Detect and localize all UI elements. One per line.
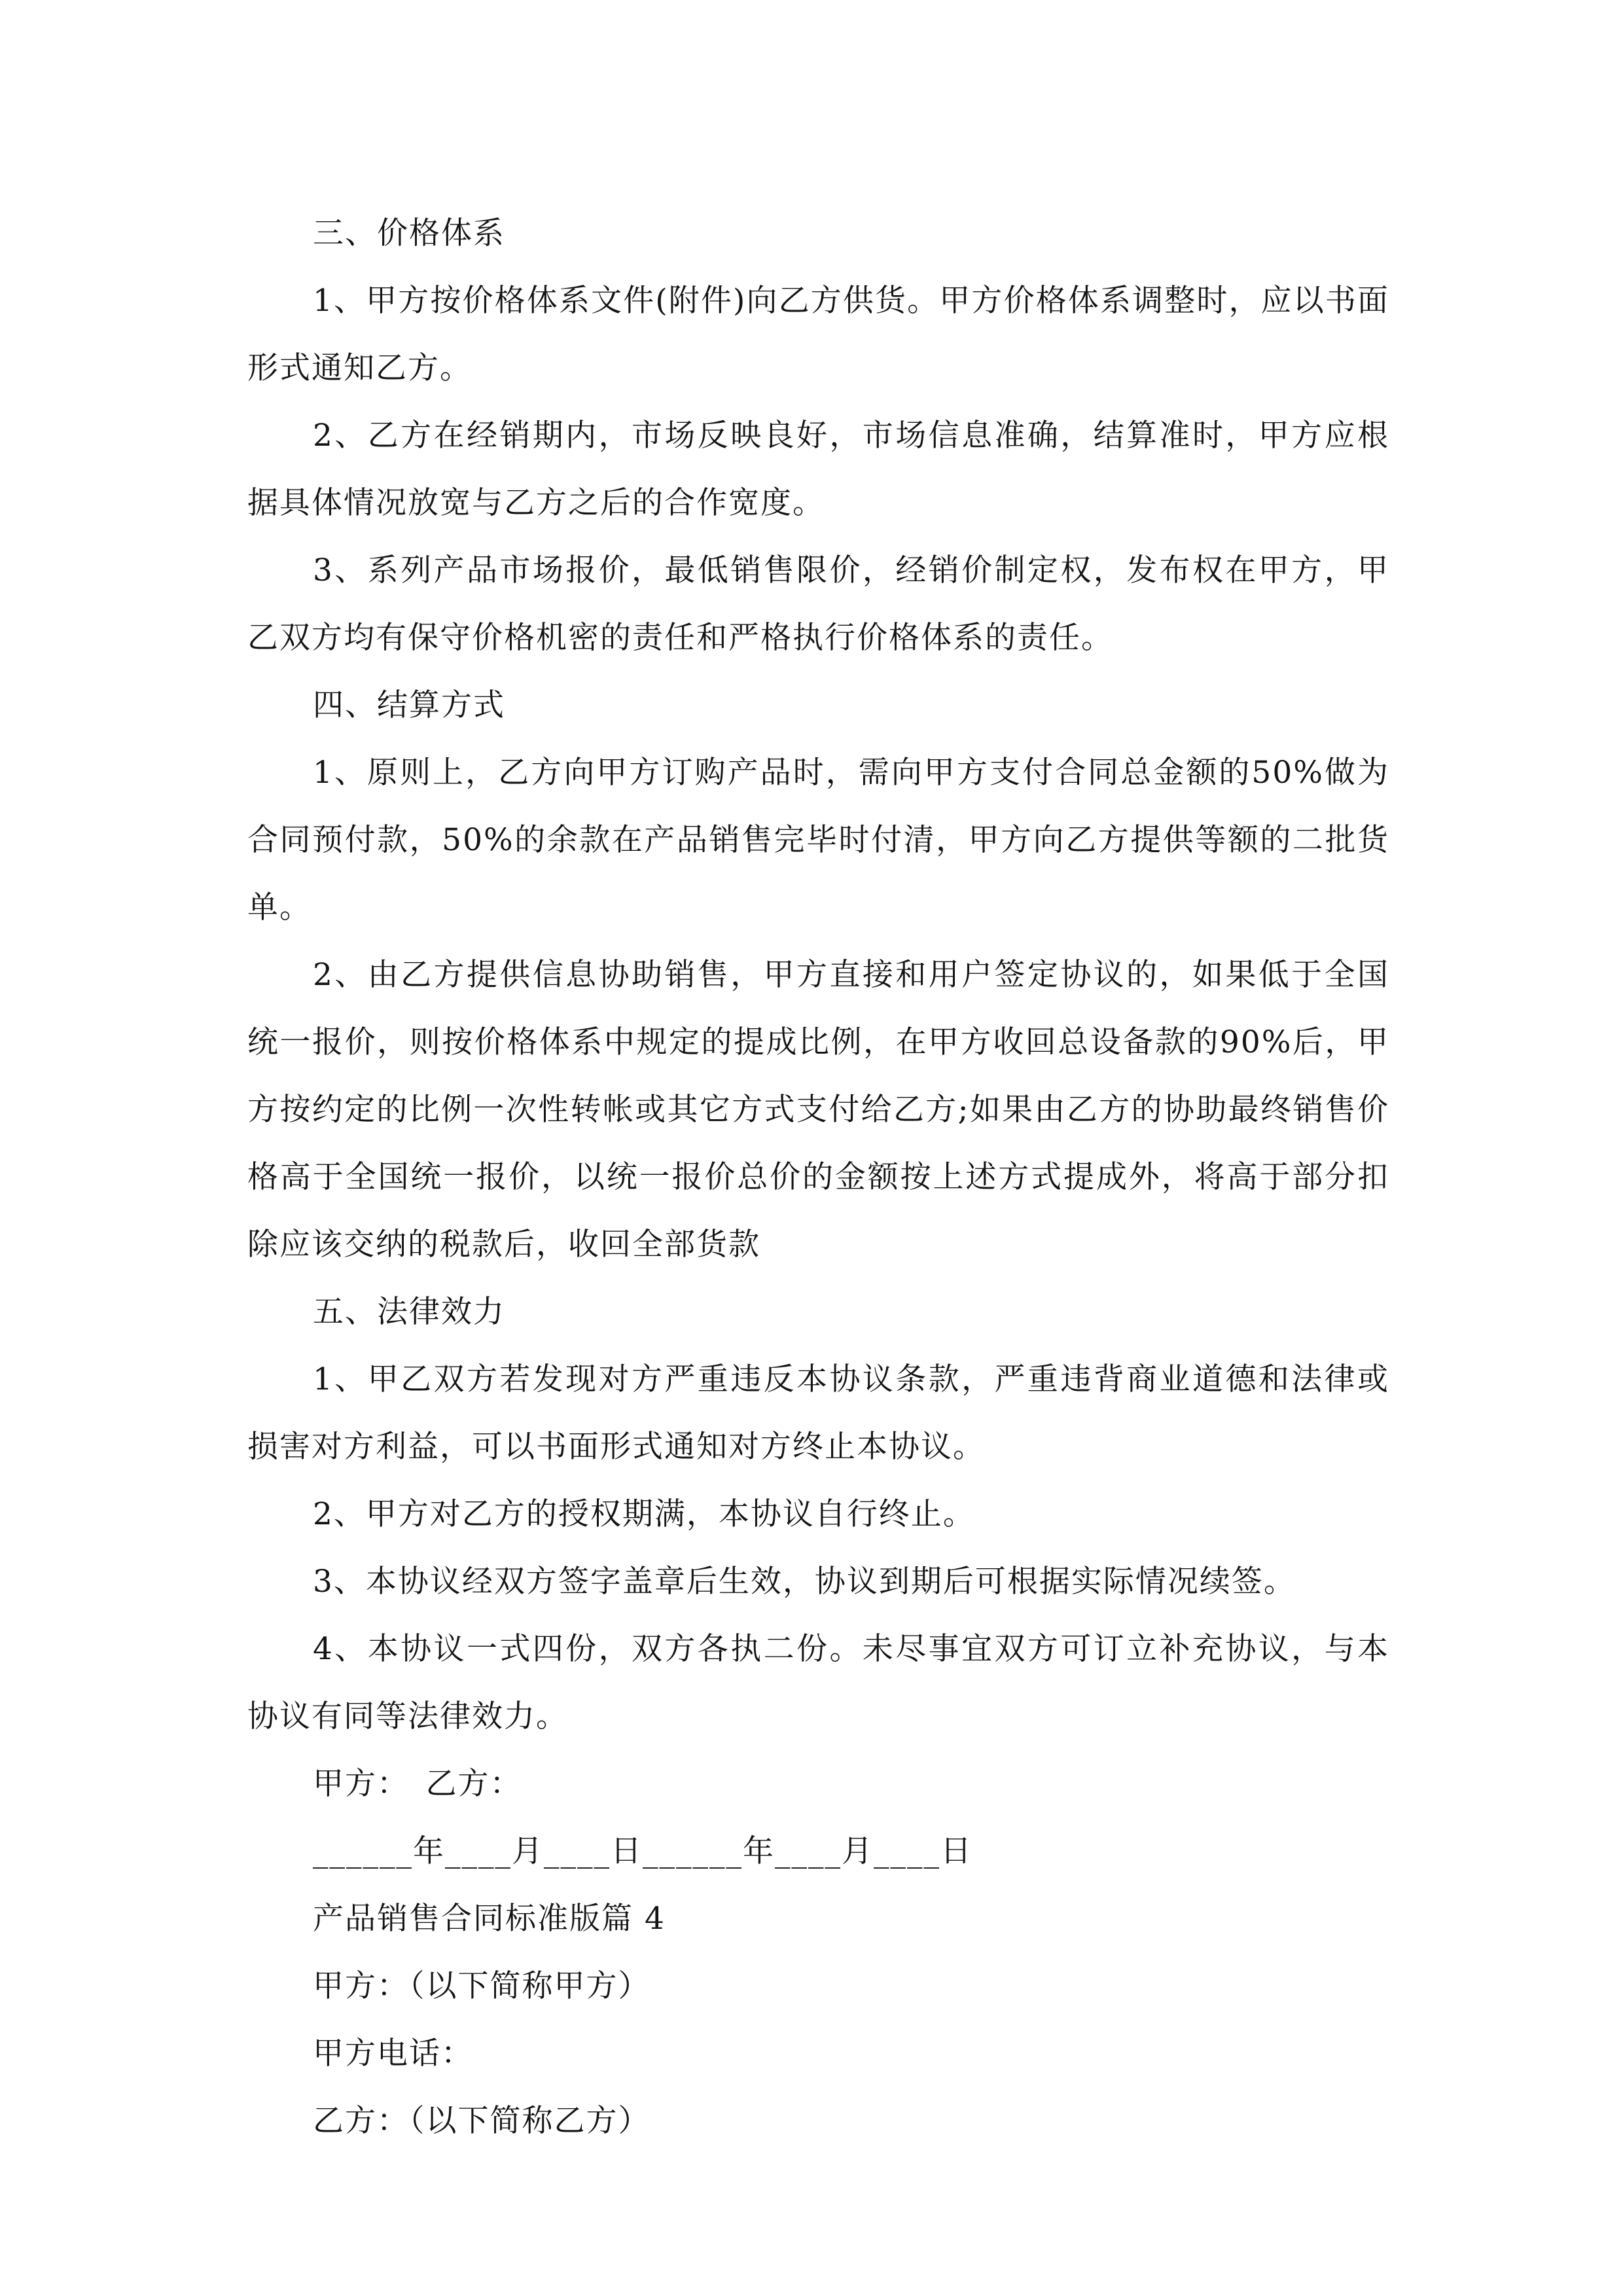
paragraph: 2、乙方在经销期内，市场反映良好，市场信息准确，结算准时，甲方应根据具体情况放宽与乙方之后的合作宽度。 <box>247 418 1389 521</box>
next-contract-title: 产品销售合同标准版篇 4 <box>313 1901 666 1937</box>
paragraph: 3、本协议经双方签字盖章后生效，协议到期后可根据实际情况续签。 <box>313 1564 1296 1600</box>
party-a-line: 甲方：（以下简称甲方） <box>313 1968 651 2004</box>
section-heading-legal-effect: 五、法律效力 <box>313 1294 505 1330</box>
signature-parties: 甲方： 乙方： <box>313 1766 522 1802</box>
party-a-phone-line: 甲方电话： <box>313 2036 473 2072</box>
paragraph: 2、甲方对乙方的授权期满，本协议自行终止。 <box>313 1496 975 1532</box>
document-body <box>247 200 1389 2155</box>
signature-date-line: ______年____月____日______年____月____日 <box>313 1833 972 1869</box>
section-heading-pricing: 三、价格体系 <box>313 215 505 251</box>
paragraph: 1、甲乙双方若发现对方严重违反本协议条款，严重违背商业道德和法律或损害对方利益，可以书面形式通知对方终止本协议。 <box>247 1361 1389 1465</box>
paragraph: 3、系列产品市场报价，最低销售限价，经销价制定权，发布权在甲方，甲乙双方均有保守价格机密的责任和严格执行价格体系的责任。 <box>247 552 1389 656</box>
paragraph: 2、由乙方提供信息协助销售，甲方直接和用户签定协议的，如果低于全国统一报价，则按价格体系中规定的提成比例，在甲方收回总设备款的90%后，甲方按约定的比例一次性转帐或其它方式支付给乙方;如果由乙方的协助最终销售价格高于全国统一报价，以统一报价总价的金额按上述方式提成外，将高于部分扣除应该交纳的税款后，收回全部货款 <box>247 957 1389 1263</box>
paragraph: 1、甲方按价格体系文件(附件)向乙方供货。甲方价格体系调整时，应以书面形式通知乙方。 <box>247 283 1389 386</box>
section-heading-settlement: 四、结算方式 <box>313 687 505 723</box>
party-b-line: 乙方：（以下简称乙方） <box>313 2103 651 2139</box>
paragraph: 4、本协议一式四份，双方各执二份。未尽事宜双方可订立补充协议，与本协议有同等法律效力。 <box>247 1631 1389 1734</box>
paragraph: 1、原则上，乙方向甲方订购产品时，需向甲方支付合同总金额的50%做为合同预付款，50%的余款在产品销售完毕时付清，甲方向乙方提供等额的二批货单。 <box>247 755 1389 925</box>
